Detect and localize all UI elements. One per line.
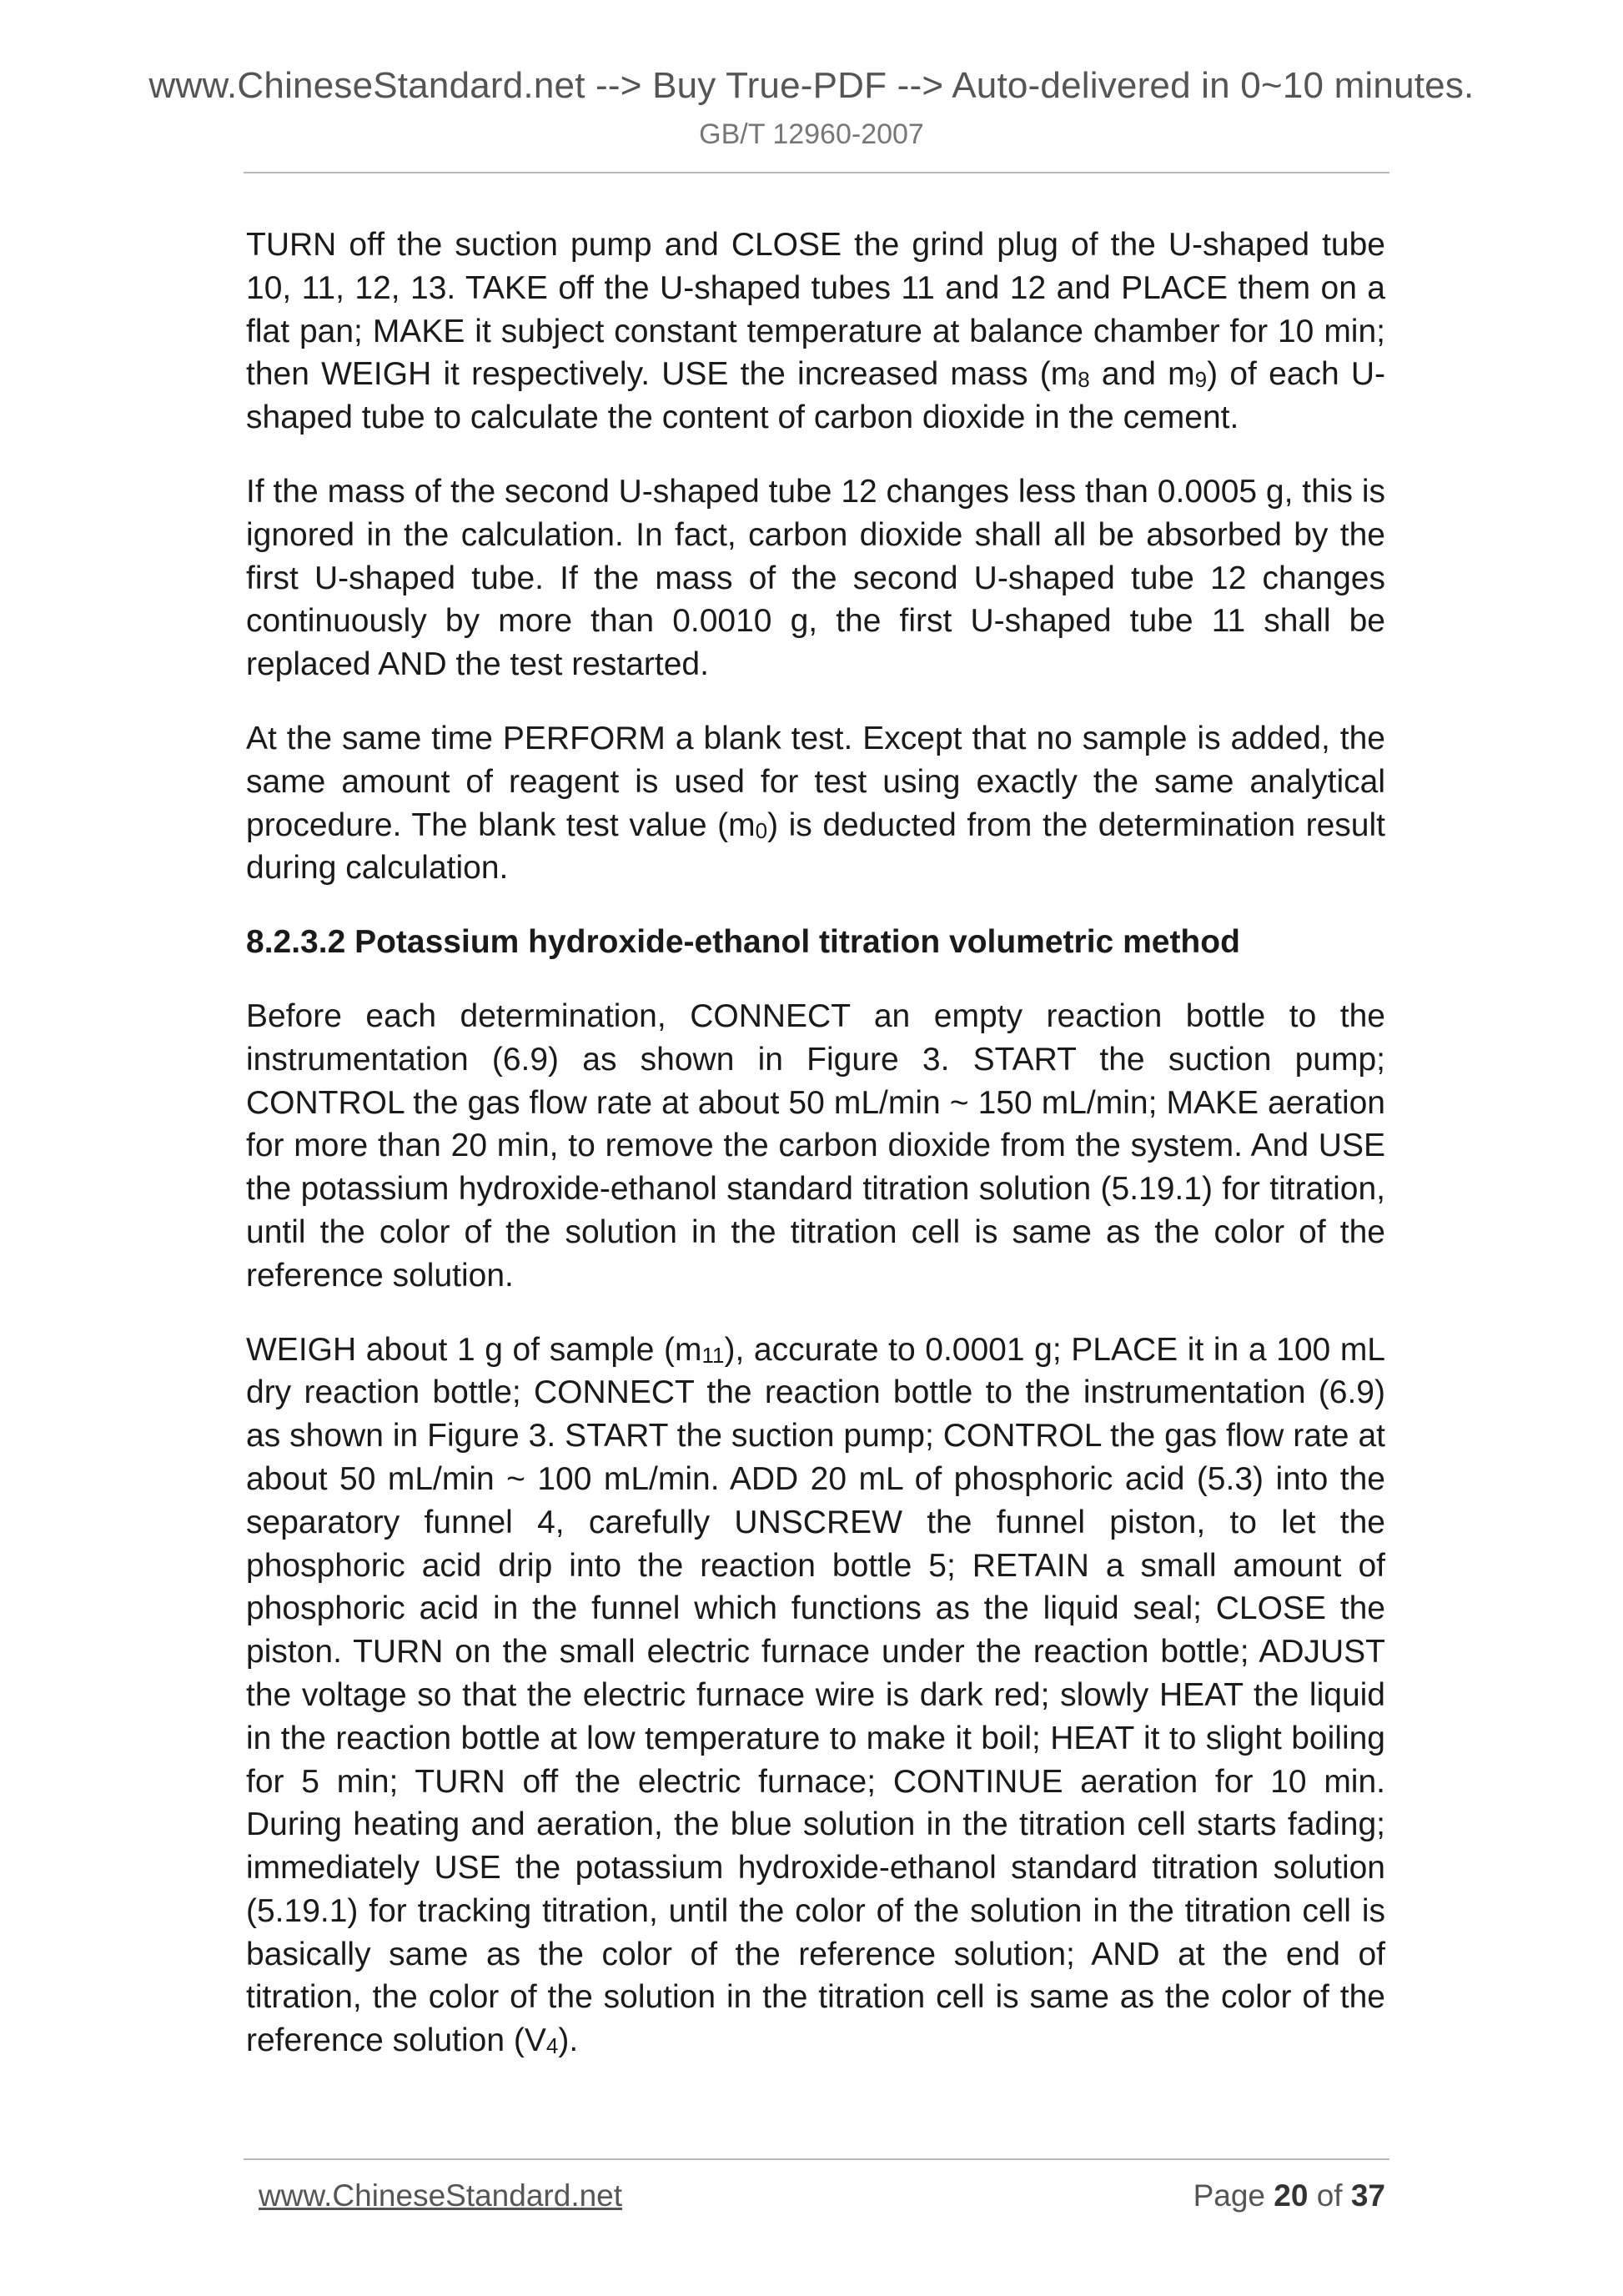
document-body (246, 224, 1385, 2093)
header-banner[interactable]: www.ChineseStandard.net --> Buy True-PDF --> Auto-delivered in 0~10 minutes. (148, 65, 1475, 106)
paragraph-before-determination: Before each determination, CONNECT an empty reaction bottle to the instrumentation (6.9) as shown in Figure 3. START the suction pump; CONTROL the gas flow rate at about 50 mL/min ~ 150 mL/min; MAKE aeration for more than 20 min, to remove the carbon dioxide from the system. And USE the potassium hydroxide-ethanol standard titration solution (5.19.1) for titration, until the color of the solution in the titration cell is same as the color of the reference solution. (246, 997, 1385, 1294)
standard-code: GB/T 12960-2007 (699, 118, 924, 150)
footer-website-link[interactable]: www.ChineseStandard.net (259, 2178, 623, 2213)
footer-divider (244, 2158, 1389, 2160)
section-heading: 8.2.3.2 Potassium hydroxide-ethanol titration volumetric method (246, 924, 1240, 961)
paragraph-second-tube-mass: If the mass of the second U-shaped tube 12 changes less than 0.0005 g, this is ignored in the calculation. In fact, carbon dioxide shall all be absorbed by the first U-shaped tube. If the mass of the second U-shaped tube 12 changes continuously by more than 0.0010 g, the first U-shaped tube 11 shall be replaced AND the test restarted. (246, 473, 1385, 683)
header-divider (244, 172, 1389, 173)
paragraph-turn-off-pump: TURN off the suction pump and CLOSE the grind plug of the U-shaped tube 10, 11, 12, 13. TAKE off the U-shaped tubes 11 and 12 and PLACE them on a flat pan; MAKE it subject constant temperature at balance chamber for 10 min; then WEIGH it respectively. USE the increased mass ($m_8$ and $m_9$) of each U-shaped tube to calculate the content of carbon dioxide in the cement. (246, 227, 1385, 436)
paragraph-blank-test: At the same time PERFORM a blank test. Except that no sample is added, the same amount of reagent is used for test using exactly the same analytical procedure. The blank test value $(m_0)$ is deducted from the determination result during calculation. (246, 720, 1386, 887)
paragraph-weigh-sample: WEIGH about 1 g of sample $(m_{11})$, accurate to 0.0001 g; PLACE it in a 100 mL dry reaction bottle; CONNECT the reaction bottle to the instrumentation (6.9) as shown in Figure 3. START the suction pump; CONTROL the gas flow rate at about 50 mL/min ~ 100 mL/min. ADD 20 mL of phosphoric acid (5.3) into the separatory funnel 4, carefully UNSCREW the funnel piston, to let the phosphoric acid drip into the reaction bottle 5; RETAIN a small amount of phosphoric acid in the funnel which functions as the liquid seal; CLOSE the piston. TURN on the small electric furnace under the reaction bottle; ADJUST the voltage so that the electric furnace wire is dark red; slowly HEAT the liquid in the reaction bottle at low temperature to make it boil; HEAT it to slight boiling for 5 min; TURN off the electric furnace; CONTINUE aeration for 10 min. During heating and aeration, the blue solution in the titration cell starts fading; immediately USE the potassium hydroxide-ethanol standard titration solution (5.19.1) for tracking titration, until the color of the solution in the titration cell is basically same as the color of the reference solution; AND at the end of titration, the color of the solution in the titration cell is same as the color of the reference solution $(V_4)$. (246, 1331, 1385, 2059)
page-number: Page 20 of 37 (1193, 2178, 1385, 2213)
